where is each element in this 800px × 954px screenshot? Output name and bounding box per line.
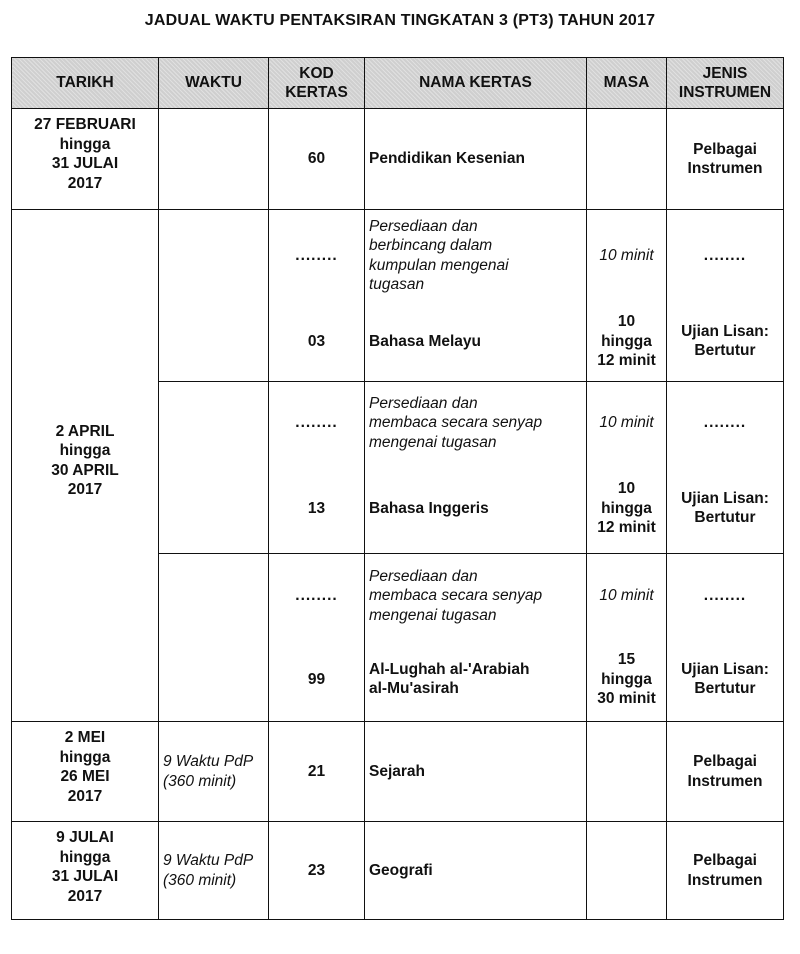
nama-cell bbox=[365, 382, 587, 464]
nama-line: Persediaan dan bbox=[369, 567, 478, 585]
masa-cell bbox=[587, 302, 667, 382]
tarikh-line: hingga bbox=[59, 848, 111, 866]
waktu-line: 9 Waktu PdP bbox=[163, 753, 254, 770]
masa-line: 12 minit bbox=[597, 519, 656, 536]
kod-cell bbox=[269, 554, 365, 638]
jenis-line: Pelbagai bbox=[693, 140, 757, 158]
masa-cell bbox=[587, 822, 667, 920]
masa-line: hingga bbox=[601, 332, 652, 350]
jenis-line: Ujian Lisan: bbox=[681, 489, 769, 507]
masa-cell: 10 minit bbox=[587, 210, 667, 302]
waktu-cell bbox=[159, 722, 269, 822]
kod-placeholder: ........ bbox=[295, 587, 338, 604]
tarikh-line: 31 JULAI bbox=[51, 868, 119, 885]
jenis-cell bbox=[667, 382, 784, 464]
kod-placeholder: ........ bbox=[295, 247, 338, 264]
header-kod bbox=[269, 58, 365, 109]
jenis-line: Ujian Lisan: bbox=[681, 322, 769, 340]
nama-line: Persediaan dan bbox=[369, 394, 478, 412]
masa-cell: 10 minit bbox=[587, 554, 667, 638]
header-jenis-line1: JENIS bbox=[702, 64, 748, 82]
jenis-placeholder: ........ bbox=[703, 414, 747, 431]
jenis-cell bbox=[667, 722, 784, 822]
jenis-line: Instrumen bbox=[687, 871, 763, 889]
tarikh-cell bbox=[12, 210, 159, 722]
kod-cell: 99 bbox=[269, 638, 365, 722]
jenis-cell bbox=[667, 638, 784, 722]
header-kod-line1: KOD bbox=[299, 64, 334, 82]
jenis-placeholder: ........ bbox=[703, 247, 747, 264]
tarikh-line: 2 APRIL bbox=[55, 422, 115, 440]
tarikh-cell bbox=[12, 722, 159, 822]
nama-cell bbox=[365, 638, 587, 722]
nama-line: mengenai tugasan bbox=[369, 433, 497, 451]
tarikh-cell bbox=[12, 109, 159, 210]
nama-cell: Bahasa Melayu bbox=[365, 302, 587, 382]
masa-line: hingga bbox=[601, 499, 652, 517]
kod-cell bbox=[269, 382, 365, 464]
tarikh-line: hingga bbox=[59, 748, 111, 766]
header-jenis bbox=[667, 58, 784, 109]
masa-cell bbox=[587, 464, 667, 554]
jenis-cell bbox=[667, 109, 784, 210]
tarikh-line: 31 JULAI bbox=[51, 155, 119, 172]
kod-cell: 60 bbox=[269, 109, 365, 210]
table-row bbox=[12, 109, 784, 210]
nama-cell: Bahasa Inggeris bbox=[365, 464, 587, 554]
masa-line: 10 bbox=[617, 480, 636, 497]
table-row bbox=[12, 722, 784, 822]
nama-line: mengenai tugasan bbox=[369, 606, 497, 624]
tarikh-line: 9 JULAI bbox=[56, 829, 114, 846]
jenis-line: Pelbagai bbox=[693, 753, 757, 770]
jenis-line: Bertutur bbox=[694, 342, 756, 360]
kod-cell: 13 bbox=[269, 464, 365, 554]
tarikh-line: hingga bbox=[59, 135, 111, 153]
nama-line: tugasan bbox=[369, 276, 425, 294]
masa-line: 15 bbox=[617, 651, 636, 668]
tarikh-line: 26 MEI bbox=[60, 768, 110, 785]
tarikh-cell bbox=[12, 822, 159, 920]
kod-cell: 21 bbox=[269, 722, 365, 822]
waktu-line: (360 minit) bbox=[163, 772, 237, 790]
header-nama: NAMA KERTAS bbox=[365, 58, 587, 109]
masa-line: 30 minit bbox=[597, 690, 656, 707]
waktu-cell bbox=[159, 210, 269, 382]
jenis-cell bbox=[667, 822, 784, 920]
masa-cell: 10 minit bbox=[587, 382, 667, 464]
tarikh-line: hingga bbox=[59, 442, 111, 459]
masa-cell bbox=[587, 722, 667, 822]
jenis-placeholder: ........ bbox=[703, 587, 747, 604]
nama-line: Al-Lughah al-'Arabiah bbox=[369, 660, 530, 678]
table-row bbox=[12, 210, 784, 302]
jenis-cell bbox=[667, 210, 784, 302]
masa-cell bbox=[587, 638, 667, 722]
jenis-line: Bertutur bbox=[694, 680, 756, 698]
masa-line: 10 bbox=[617, 313, 636, 330]
nama-cell: Pendidikan Kesenian bbox=[365, 109, 587, 210]
header-row bbox=[12, 58, 784, 109]
nama-line: al-Mu'asirah bbox=[369, 680, 459, 698]
masa-line: 12 minit bbox=[597, 352, 656, 369]
nama-line: membaca secara senyap bbox=[369, 587, 543, 604]
waktu-line: 9 Waktu PdP bbox=[163, 852, 254, 869]
tarikh-line: 2017 bbox=[67, 787, 103, 805]
tarikh-line: 2017 bbox=[67, 481, 103, 498]
masa-cell bbox=[587, 109, 667, 210]
waktu-line: (360 minit) bbox=[163, 871, 237, 889]
header-waktu: WAKTU bbox=[159, 58, 269, 109]
kod-cell: 23 bbox=[269, 822, 365, 920]
jenis-cell bbox=[667, 302, 784, 382]
tarikh-line: 2017 bbox=[67, 887, 103, 905]
waktu-cell bbox=[159, 109, 269, 210]
page-title: JADUAL WAKTU PENTAKSIRAN TINGKATAN 3 (PT3) TAHUN 2017 bbox=[144, 12, 656, 29]
table-row bbox=[12, 822, 784, 920]
timetable bbox=[11, 57, 784, 920]
nama-line: kumpulan mengenai bbox=[369, 256, 509, 274]
nama-cell bbox=[365, 554, 587, 638]
header-masa: MASA bbox=[587, 58, 667, 109]
header-tarikh: TARIKH bbox=[12, 58, 159, 109]
waktu-cell bbox=[159, 554, 269, 722]
jenis-line: Instrumen bbox=[687, 160, 763, 177]
jenis-cell bbox=[667, 464, 784, 554]
header-kod-line2: KERTAS bbox=[285, 84, 348, 101]
nama-line: Persediaan dan bbox=[369, 217, 478, 235]
jenis-line: Ujian Lisan: bbox=[681, 660, 769, 678]
kod-placeholder: ........ bbox=[295, 414, 338, 431]
jenis-cell bbox=[667, 554, 784, 638]
tarikh-line: 30 APRIL bbox=[51, 461, 119, 479]
tarikh-line: 2 MEI bbox=[64, 729, 106, 746]
kod-cell bbox=[269, 210, 365, 302]
tarikh-line: 2017 bbox=[67, 174, 103, 192]
tarikh-line: 27 FEBRUARI bbox=[34, 116, 136, 133]
waktu-cell bbox=[159, 822, 269, 920]
header-jenis-line2: INSTRUMEN bbox=[678, 84, 772, 101]
jenis-line: Pelbagai bbox=[693, 852, 757, 869]
nama-cell: Geografi bbox=[365, 822, 587, 920]
masa-line: hingga bbox=[601, 670, 652, 688]
kod-cell: 03 bbox=[269, 302, 365, 382]
nama-line: membaca secara senyap bbox=[369, 414, 543, 431]
jenis-line: Instrumen bbox=[687, 772, 763, 790]
nama-cell bbox=[365, 210, 587, 302]
nama-cell: Sejarah bbox=[365, 722, 587, 822]
waktu-cell bbox=[159, 382, 269, 554]
nama-line: berbincang dalam bbox=[369, 237, 493, 255]
jenis-line: Bertutur bbox=[694, 509, 756, 527]
